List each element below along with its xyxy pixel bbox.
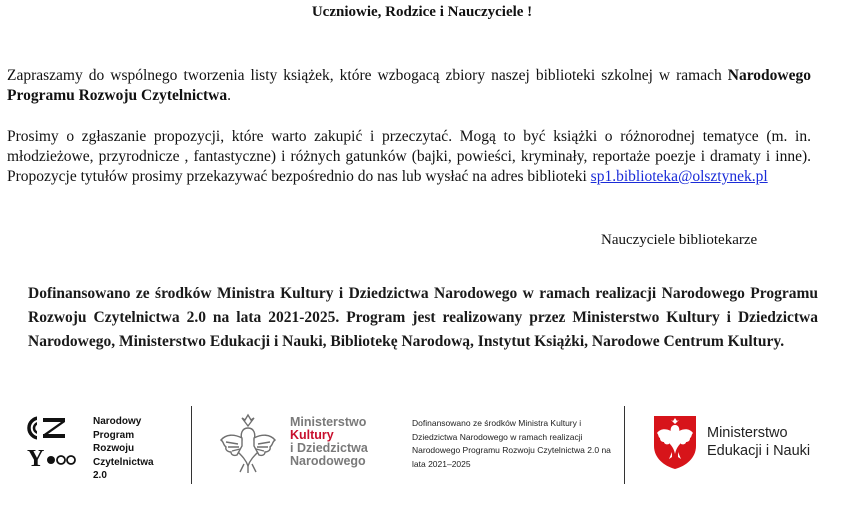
invitation-paragraph xyxy=(7,66,811,106)
men-line: Ministerstwo xyxy=(707,425,788,441)
nprc-line: Rozwoju xyxy=(93,443,135,454)
invitation-text: Zapraszamy do wspólnego tworzenia listy książek, które wzbogacą zbiory naszej biblioteki szkolnej w ramach xyxy=(7,67,728,84)
funding-statement: Dofinansowano ze środków Ministra Kultury i Dziedzictwa Narodowego w ramach realizacji Narodowego Programu Rozwoju Czytelnictwa 2.0 na lata 2021-2025. Program jest realizowany przez Ministerstwo Kultury i Dziedzictwa Narodowego, Ministerstwo Edukacji i Nauki, Bibliotekę Narodową, Instytut Książki, Narodowe Centrum Kultury. xyxy=(28,285,818,350)
program-name: Narodowego Programu Rozwoju Czytelnictwa xyxy=(7,67,811,104)
footer-logos xyxy=(0,400,844,500)
white-eagle-icon xyxy=(218,412,278,474)
nprc-logo-text xyxy=(93,415,154,483)
letter-title: Uczniowie, Rodzice i Nauczyciele ! xyxy=(311,4,533,20)
nprc-line: Czytelnictwa xyxy=(93,456,154,468)
funding-small-text: Dofinansowano ze środków Ministra Kultury i Dziedzictwa Narodowego w ramach realizacji Narodowego Programu Rozwoju Czytelnictwa 2.0 na lata 2021–2025 xyxy=(412,418,611,469)
nprc-logo-icon xyxy=(26,416,82,472)
footer-divider xyxy=(624,406,625,484)
footer-divider xyxy=(191,406,192,484)
svg-text:Y: Y xyxy=(27,446,45,472)
signature: Nauczyciele bibliotekarze xyxy=(601,232,758,248)
library-email-link[interactable]: sp1.biblioteka@olsztynek.pl xyxy=(590,168,768,185)
request-text: Prosimy o zgłaszanie propozycji, które warto zakupić i przeczytać. Mogą to być książki o różnorodnej tematyce (m. in. młodzieżowe, przyrodnicze , fantastyczne) i różnych gatunków (bajki, powieści, kryminały, reportaże poezje i dramaty i inne). Propozycje tytułów prosimy przekazywać bezpośrednio do nas lub wysłać na adres biblioteki xyxy=(7,128,811,185)
mkidn-line: Ministerstwo xyxy=(290,415,367,429)
men-line: Edukacji i Nauki xyxy=(707,443,811,459)
mkidn-logo-text xyxy=(290,416,368,468)
men-logo-text xyxy=(707,424,810,460)
poland-emblem-icon xyxy=(652,414,698,470)
nprc-line: Narodowy xyxy=(93,416,142,427)
invitation-period: . xyxy=(227,87,231,104)
request-paragraph xyxy=(7,127,811,187)
nprc-line: Program xyxy=(93,429,135,441)
mkidn-line-red: Kultury xyxy=(290,428,334,442)
nprc-line: 2.0 xyxy=(93,470,107,481)
mkidn-line: Narodowego xyxy=(290,454,366,468)
mkidn-line: i Dziedzictwa xyxy=(290,441,368,455)
